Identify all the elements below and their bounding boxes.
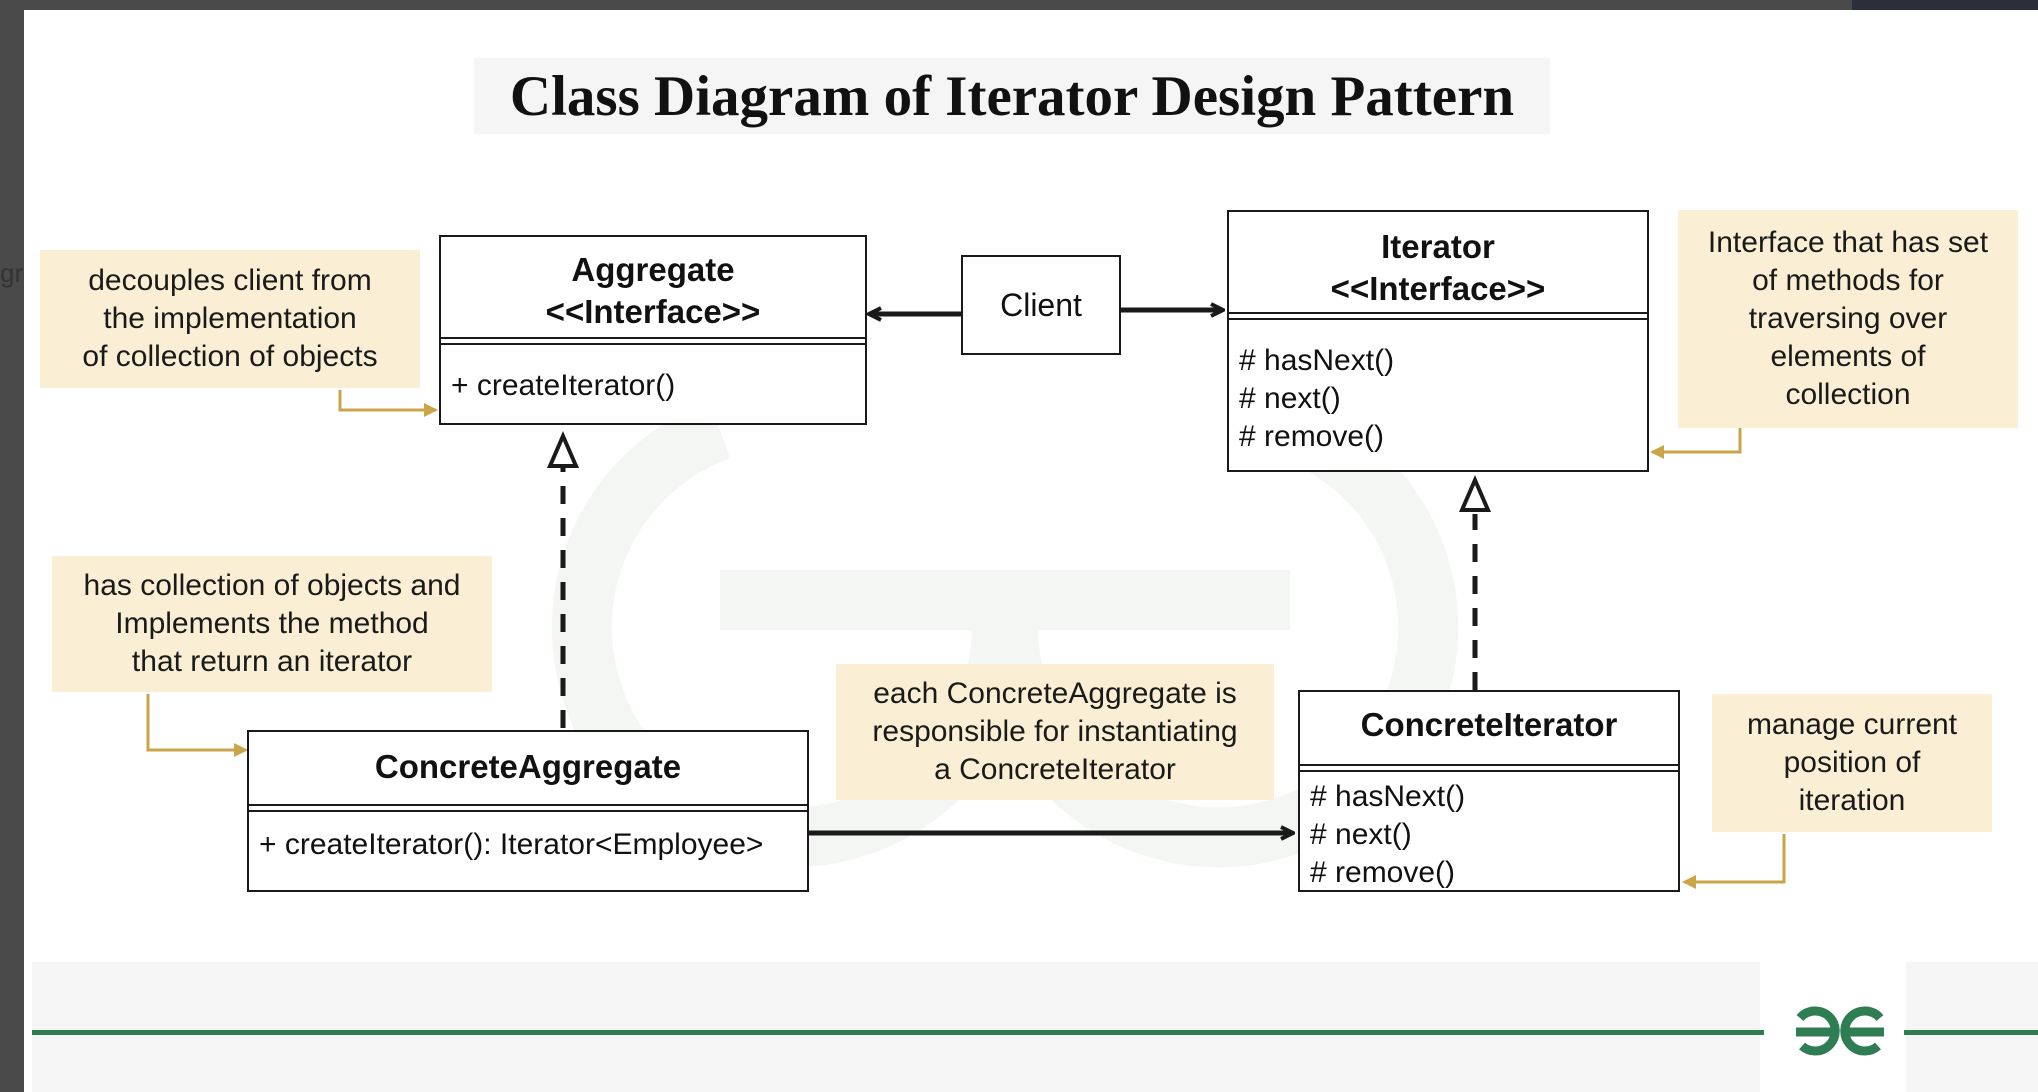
note-concrete-iterator-pointer — [1684, 834, 1784, 882]
class-concrete-aggregate — [247, 730, 809, 892]
note-iterator-pointer — [1652, 428, 1740, 452]
note-middle: each ConcreteAggregate is responsible for instantiating a ConcreteIterator — [836, 664, 1274, 800]
class-concrete-iterator-divider — [1300, 764, 1678, 772]
class-aggregate-divider — [441, 337, 865, 345]
class-concrete-iterator-header — [1300, 692, 1678, 746]
class-iterator-operations — [1239, 342, 1394, 456]
class-aggregate — [439, 235, 867, 425]
class-concrete-aggregate-operation: + createIterator(): Iterator<Employee> — [259, 828, 764, 861]
class-concrete-aggregate-operations — [259, 826, 763, 864]
note-concrete-iterator: manage current position of iteration — [1712, 694, 1992, 832]
class-concrete-iterator-name: ConcreteIterator — [1360, 706, 1618, 743]
class-aggregate-name: Aggregate — [571, 251, 735, 288]
class-client — [961, 255, 1121, 355]
class-concrete-iterator — [1298, 690, 1680, 892]
class-client-label: Client — [1000, 286, 1082, 323]
clipped-edge-text: gr — [0, 258, 24, 288]
class-iterator-operation: # remove() — [1239, 420, 1385, 453]
class-concrete-iterator-operation: # hasNext() — [1310, 780, 1466, 813]
class-iterator-divider — [1229, 312, 1647, 320]
class-iterator — [1227, 210, 1649, 472]
class-aggregate-operation: + createIterator() — [451, 369, 676, 402]
page-title: Class Diagram of Iterator Design Pattern — [509, 64, 1515, 128]
class-concrete-aggregate-header — [249, 732, 807, 788]
class-aggregate-header — [441, 237, 865, 333]
class-concrete-aggregate-divider — [249, 804, 807, 812]
concrete-aggregate-realization — [550, 436, 576, 728]
class-iterator-header — [1229, 212, 1647, 310]
class-concrete-aggregate-name: ConcreteAggregate — [374, 748, 682, 785]
class-iterator-name: Iterator — [1381, 228, 1495, 265]
class-iterator-operation: # next() — [1239, 382, 1341, 415]
class-concrete-iterator-operation: # next() — [1310, 818, 1412, 851]
class-concrete-iterator-operations — [1310, 778, 1465, 892]
class-aggregate-operations — [451, 367, 675, 405]
class-aggregate-stereotype: <<Interface>> — [545, 293, 761, 330]
note-iterator: Interface that has set of methods for traversing over elements of collection — [1678, 210, 2018, 428]
footer-rule-right — [1904, 1030, 2038, 1035]
footer-rule-left — [32, 1030, 1764, 1035]
note-concrete-aggregate: has collection of objects and Implements the method that return an iterator — [52, 556, 492, 692]
class-iterator-stereotype: <<Interface>> — [1330, 270, 1546, 307]
geeksforgeeks-logo-icon — [1790, 996, 1890, 1066]
class-iterator-operation: # hasNext() — [1239, 344, 1395, 377]
note-aggregate-pointer — [340, 390, 436, 410]
footer-band — [32, 962, 1760, 1092]
concrete-iterator-realization — [1462, 480, 1488, 690]
note-concrete-aggregate-pointer — [148, 694, 246, 750]
footer-band-right — [1906, 962, 2038, 1092]
note-aggregate: decouples client from the implementation of collection of objects — [40, 250, 420, 388]
class-concrete-iterator-operation: # remove() — [1310, 856, 1456, 889]
